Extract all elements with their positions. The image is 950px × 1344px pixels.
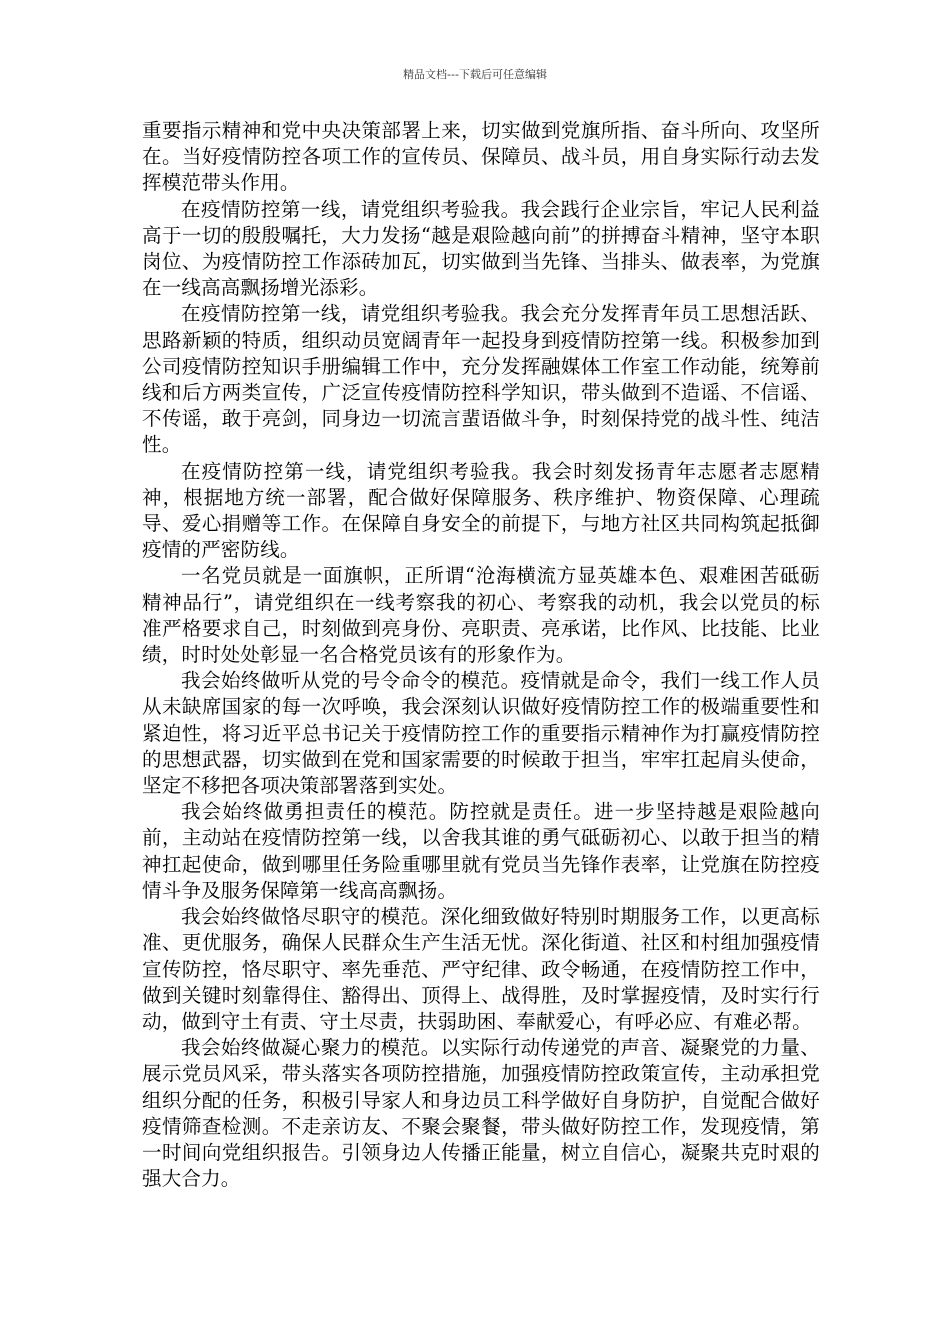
paragraph: 重要指示精神和党中央决策部署上来，切实做到党旗所指、奋斗所向、攻坚所在。当好疫情防控各项工作的宣传员、保障员、战斗员，用自身实际行动去发挥模范带头作用。 [142, 119, 820, 195]
document-body [142, 118, 820, 1192]
paragraph: 在疫情防控第一线，请党组织考验我。我会充分发挥青年员工思想活跃、思路新颖的特质，组织动员宽阔青年一起投身到疫情防控第一线。积极参加到公司疫情防控知识手册编辑工作中，充分发挥融媒体工作室工作动能，统筹前线和后方两类宣传，广泛宣传疫情防控科学知识，带头做到不造谣、不信谣、不传谣，敢于亮剑，同身边一切流言蜚语做斗争，时刻保持党的战斗性、纯洁性。 [142, 302, 820, 457]
paragraph: 我会始终做勇担责任的模范。防控就是责任。进一步坚持越是艰险越向前，主动站在疫情防控第一线，以舍我其谁的勇气砥砺初心、以敢于担当的精神扛起使命，做到哪里任务险重哪里就有党员当先锋作表率，让党旗在防控疫情斗争及服务保障第一线高高飘扬。 [142, 800, 820, 902]
paragraph: 我会始终做恪尽职守的模范。深化细致做好特别时期服务工作，以更高标准、更优服务，确保人民群众生产生活无忧。深化街道、社区和村组加强疫情宣传防控，恪尽职守、率先垂范、严守纪律、政令畅通，在疫情防控工作中，做到关键时刻靠得住、豁得出、顶得上、战得胜，及时掌握疫情，及时实行行动，做到守土有责、守土尽责，扶弱助困、奉献爱心，有呼必应、有难必帮。 [142, 905, 820, 1033]
page-header: 精品文档---下载后可任意编辑 [403, 68, 547, 81]
paragraph: 在疫情防控第一线，请党组织考验我。我会时刻发扬青年志愿者志愿精神，根据地方统一部署，配合做好保障服务、秩序维护、物资保障、心理疏导、爱心捐赠等工作。在保障自身安全的前提下，与地方社区共同构筑起抵御疫情的严密防线。 [142, 459, 820, 562]
paragraph: 一名党员就是一面旗帜，正所谓“沧海横流方显英雄本色、艰难困苦砥砺精神品行”，请党组织在一线考察我的初心、考察我的动机，我会以党员的标准严格要求自己，时刻做到亮身份、亮职责、亮承诺，比作风、比技能、比业绩，时时处处彰显一名合格党员该有的形象作为。 [142, 564, 820, 667]
paragraph: 在疫情防控第一线，请党组织考验我。我会践行企业宗旨，牢记人民利益高于一切的殷殷嘱托，大力发扬“越是艰险越向前”的拼搏奋斗精神，坚守本职岗位、为疫情防控工作添砖加瓦，切实做到当先锋、当排头、做表率，为党旗在一线高高飘扬增光添彩。 [142, 197, 820, 300]
paragraph: 我会始终做听从党的号令命令的模范。疫情就是命令，我们一线工作人员从未缺席国家的每一次呼唤，我会深刻认识做好疫情防控工作的极端重要性和紧迫性，将习近平总书记关于疫情防控工作的重要指示精神作为打赢疫情防控的思想武器，切实做到在党和国家需要的时候敢于担当，牢牢扛起肩头使命，坚定不移把各项决策部署落到实处。 [142, 669, 820, 798]
paragraph: 我会始终做凝心聚力的模范。以实际行动传递党的声音、凝聚党的力量、展示党员风采，带头落实各项防控措施，加强疫情防控政策宣传，主动承担党组织分配的任务，积极引导家人和身边员工科学做好自身防护，自觉配合做好疫情筛查检测。不走亲访友、不聚会聚餐，带头做好防控工作，发现疫情，第一时间向党组织报告。引领身边人传播正能量，树立自信心，凝聚共克时艰的强大合力。 [142, 1036, 820, 1191]
